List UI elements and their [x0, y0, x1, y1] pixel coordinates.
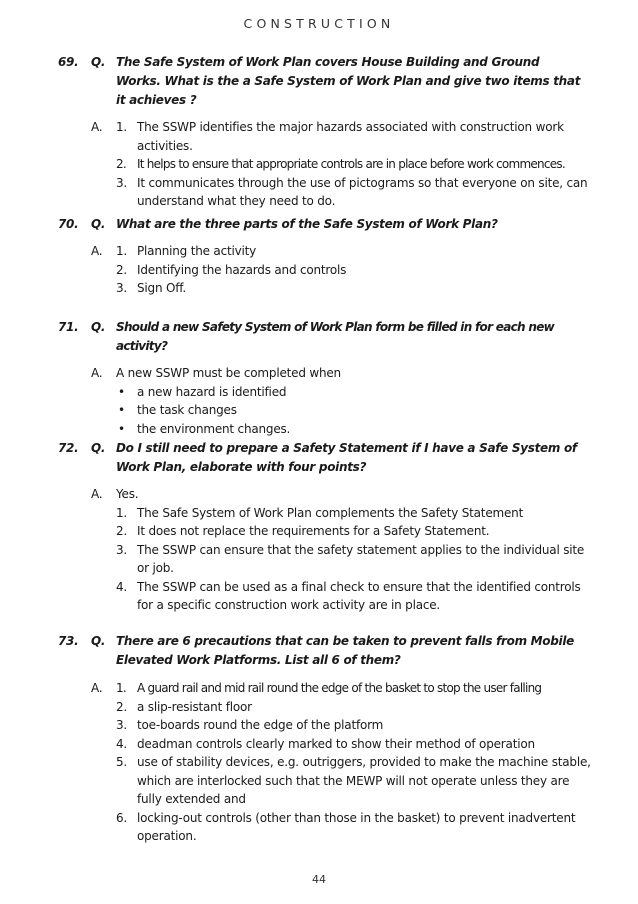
answer-label: A. [91, 366, 103, 380]
qa-block-71 [0, 318, 638, 438]
question-label: Q. [91, 441, 106, 455]
answer-item: 3. Sign Off. [116, 281, 187, 295]
question-text: Do I still need to prepare a Safety Statement if I have a Safe System of Work Plan, elaborate with four points? [116, 441, 577, 474]
qa-block-70 [0, 215, 638, 298]
answer-intro: A new SSWP must be completed when [116, 366, 341, 380]
question-label: Q. [91, 320, 106, 334]
page-header: CONSTRUCTION [243, 16, 395, 31]
question-text: What are the three parts of the Safe System of Work Plan? [116, 217, 498, 231]
answer-body [116, 242, 596, 298]
answer-item: 3. It communicates through the use of pictograms so that everyone on site, can understand what they need to do. [116, 175, 588, 208]
bullet-item: • a new hazard is identified [116, 383, 596, 402]
answer-item: 2. a slip-resistant floor [116, 699, 252, 714]
page-number: 44 [312, 873, 326, 886]
question-number: 70. [58, 217, 79, 231]
qa-block-69 [0, 53, 638, 211]
question-line [0, 215, 638, 234]
question-label: Q. [91, 634, 106, 648]
question-number: 71. [58, 320, 79, 334]
answer-item: 1. The SSWP identifies the major hazards associated with construction work activities. [116, 120, 564, 153]
answer-item: 1. A guard rail and mid rail round the edge of the basket to stop the user falling [116, 681, 542, 695]
question-label: Q. [91, 55, 106, 69]
question-line [0, 439, 638, 477]
answer-intro: Yes. [116, 487, 139, 501]
qa-block-72 [0, 439, 638, 615]
bullet-item: • the environment changes. [116, 420, 596, 439]
bullet-icon: • [118, 384, 125, 399]
question-text: There are 6 precautions that can be taken to prevent falls from Mobile Elevated Work Platforms. List all 6 of them? [116, 634, 574, 667]
question-label: Q. [91, 217, 106, 231]
question-number: 69. [58, 55, 79, 69]
answer-item: 3. The SSWP can ensure that the safety statement applies to the individual site or job. [116, 542, 585, 575]
answer-label: A. [91, 120, 103, 134]
question-line [0, 53, 638, 110]
question-line [0, 632, 638, 670]
answer [0, 679, 638, 846]
question-number: 73. [58, 634, 79, 648]
question-text: The Safe System of Work Plan covers House Building and Ground Works. What is the a Safe System of Work Plan and give two items that it achieves ? [116, 55, 581, 107]
answer-item: 2. It does not replace the requirements for a Safety Statement. [116, 524, 490, 538]
answer-body [116, 485, 596, 615]
question-text: Should a new Safety System of Work Plan form be filled in for each new activity? [116, 320, 555, 353]
bullet-icon: • [118, 421, 125, 436]
question-line [0, 318, 638, 356]
answer-item: 2. Identifying the hazards and controls [116, 262, 347, 277]
answer-item: 3. toe-boards round the edge of the platform [116, 718, 384, 732]
answer-item: 6. locking-out controls (other than those in the basket) to prevent inadvertent operation. [116, 810, 576, 843]
answer-item: 5. use of stability devices, e.g. outriggers, provided to make the machine stable, which are interlocked such that the MEWP will not operate unless they are fully extended and [116, 755, 591, 806]
question-number: 72. [58, 441, 79, 455]
answer-item: 1. Planning the activity [116, 244, 257, 258]
answer-label: A. [91, 244, 103, 258]
answer-item: 1. The Safe System of Work Plan complements the Safety Statement [116, 505, 524, 520]
answer-item: 2. It helps to ensure that appropriate controls are in place before work commences. [116, 157, 565, 171]
answer [0, 364, 638, 438]
answer-item: 4. The SSWP can be used as a final check to ensure that the identified controls for a specific construction work activity are in place. [116, 579, 581, 612]
bullet-icon: • [118, 403, 125, 417]
answer-body [116, 364, 596, 438]
answer [0, 118, 638, 211]
answer-label: A. [91, 681, 103, 695]
qa-block-73 [0, 632, 638, 846]
answer-body [116, 118, 596, 211]
answer-label: A. [91, 487, 103, 501]
answer-item: 4. deadman controls clearly marked to show their method of operation [116, 736, 535, 751]
answer [0, 485, 638, 615]
answer-body [116, 679, 596, 846]
answer [0, 242, 638, 298]
bullet-item: • the task changes [116, 401, 596, 420]
